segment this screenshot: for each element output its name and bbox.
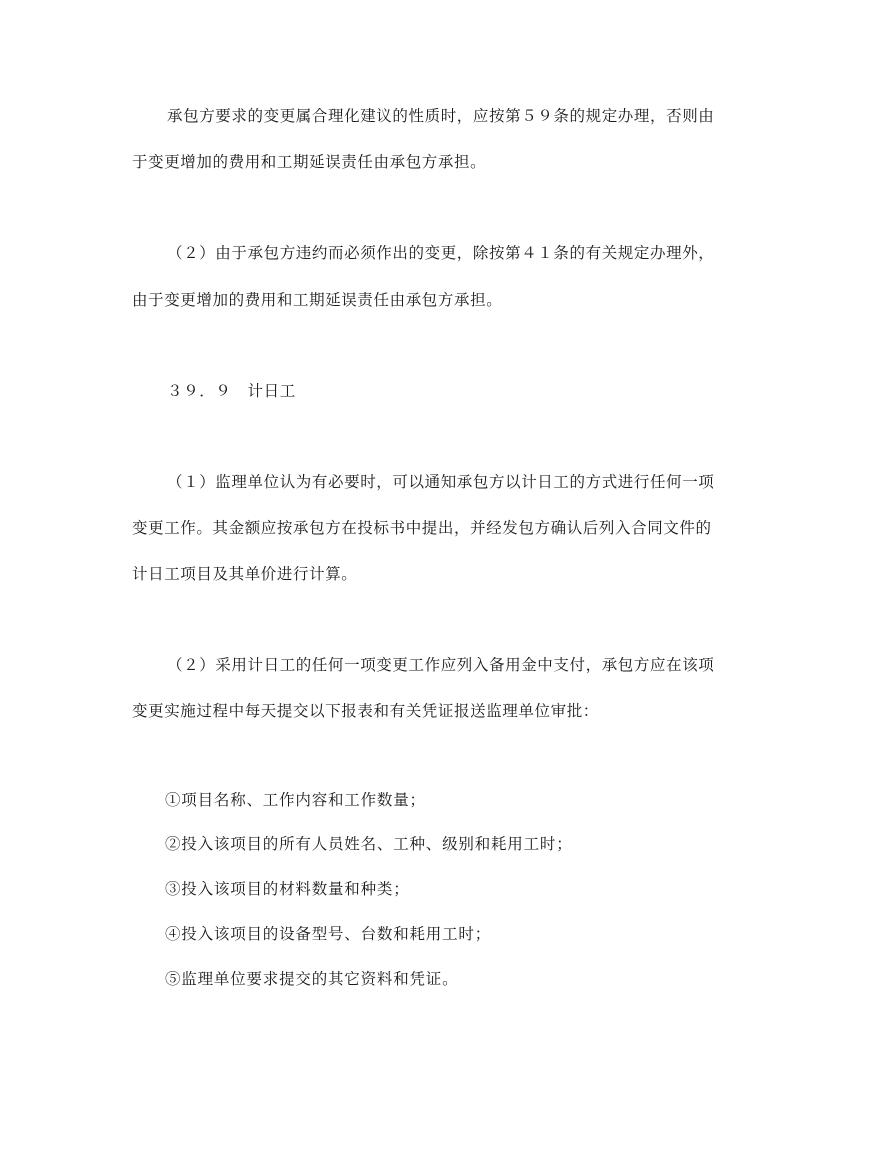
paragraph-3-line-3: 计日工项目及其单价进行计算。 — [132, 565, 358, 583]
list-item: ③投入该项目的材料数量和种类； — [165, 880, 410, 898]
paragraph-3-line-1: （１）监理单位认为有必要时，可以通知承包方以计日工的方式进行任何一项 — [167, 473, 715, 491]
paragraph-4-line-2: 变更实施过程中每天提交以下报表和有关凭证报送监理单位审批： — [132, 702, 599, 720]
list-item: ②投入该项目的所有人员姓名、工种、级别和耗用工时； — [165, 835, 573, 853]
list-item: ⑤监理单位要求提交的其它资料和凭证。 — [165, 970, 459, 988]
paragraph-1-line-1: 承包方要求的变更属合理化建议的性质时，应按第５９条的规定办理，否则由 — [167, 107, 715, 125]
list-item: ①项目名称、工作内容和工作数量； — [165, 791, 426, 809]
paragraph-2-line-2: 由于变更增加的费用和工期延误责任由承包方承担。 — [132, 291, 503, 309]
paragraph-1-line-2: 于变更增加的费用和工期延误责任由承包方承担。 — [132, 153, 487, 171]
paragraph-3-line-2: 变更工作。其金额应按承包方在投标书中提出，并经发包方确认后列入合同文件的 — [132, 519, 712, 537]
list-item: ④投入该项目的设备型号、台数和耗用工时； — [165, 925, 492, 943]
paragraph-2-line-1: （２）由于承包方违约而必须作出的变更，除按第４１条的有关规定办理外， — [167, 244, 715, 262]
section-heading: ３９．９ 计日工 — [167, 382, 296, 400]
paragraph-4-line-1: （２）采用计日工的任何一项变更工作应列入备用金中支付，承包方应在该项 — [167, 656, 715, 674]
